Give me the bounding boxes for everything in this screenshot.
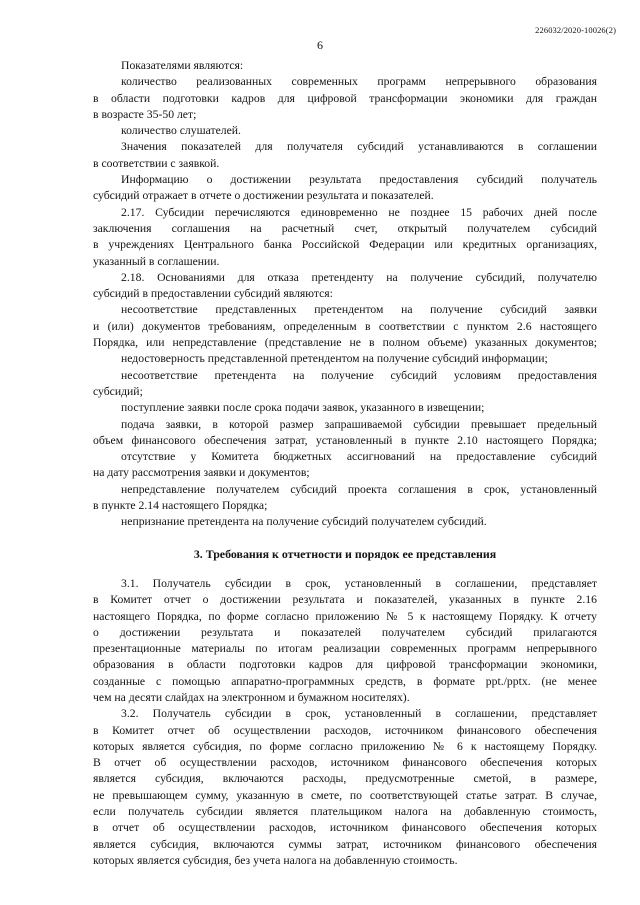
text-line: 3.1. Получатель субсидии в срок, установленный в соглашении, представляет [121, 576, 597, 590]
text-line: 3.2. Получатель субсидии в срок, установленный в соглашении, представляет [121, 707, 597, 721]
text-line: в области подготовки кадров для цифровой трансформации экономики для граждан [93, 91, 597, 105]
text-line: объем финансового обеспечения затрат, установленный в пункте 2.10 настоящего Порядка; [93, 433, 597, 447]
text-line: 2.17. Субсидии перечисляются единовременно не позднее 15 рабочих дней после [121, 205, 597, 219]
text-line: в отчет об осуществлении расходов, источником финансового обеспечения которых [93, 821, 597, 835]
text-line: и (или) документов требованиям, определенным в соответствии с пунктом 2.6 настоящего [93, 319, 597, 333]
text-line: Значения показателей для получателя субсидий устанавливаются в соглашении [121, 140, 597, 154]
text-line: Порядка, или непредставление (представление не в полном объеме) указанных документов; [93, 336, 597, 350]
text-line: является субсидия, включаются суммы затрат, источником финансового обеспечения [93, 837, 597, 851]
text-line: настоящего Порядка, по форме согласно приложению № 5 к настоящему Порядку. К отчету [93, 609, 597, 623]
text-line: количество слушателей. [121, 124, 241, 138]
text-line: о достижении результата и показателей получателем субсидий прилагаются [93, 625, 597, 639]
text-line: Показателями являются: [121, 59, 244, 72]
text-line: является субсидия, включаются расходы, предусмотренные сметой, в размере, [93, 772, 597, 786]
text-line: субсидий в предоставлении субсидий являются: [93, 287, 333, 301]
text-line: субсидий; [93, 384, 143, 398]
text-line: непризнание претендента на получение субсидий получателем субсидий. [121, 515, 487, 529]
text-line: в соответствии с заявкой. [93, 156, 220, 170]
text-line: 2.18. Основаниями для отказа претенденту на получение субсидий, получателю [121, 270, 597, 284]
text-line: В отчет об осуществлении расходов, источником финансового обеспечения которых [93, 756, 597, 770]
text-line: в Комитет отчет о достижении результата и показателей, указанных в пункте 2.16 [93, 593, 597, 607]
text-line: если получатель субсидии является плательщиком налога на добавленную стоимость, [93, 805, 597, 819]
section-2-text [93, 58, 597, 531]
text-line: в возрасте 35-50 лет; [93, 107, 197, 121]
section-heading: 3. Требования к отчетности и порядок ее представления [193, 546, 497, 561]
text-line: подача заявки, в которой размер запрашиваемой субсидии превышает предельный [121, 417, 597, 431]
text-line: которых является субсидия, по форме согласно приложению № 6 к настоящему Порядку. [93, 739, 597, 753]
document-number: 226032/2020-10026(2) [535, 25, 616, 35]
text-line: Информацию о достижении результата предоставления субсидий получатель [121, 173, 597, 187]
document-body [93, 58, 597, 869]
text-line: которых является субсидия, без учета налога на добавленную стоимость. [93, 853, 458, 867]
text-line: несоответствие претендента на получение субсидий условиям предоставления [121, 368, 597, 382]
text-line: субсидий отражает в отчете о достижении результата и показателей. [93, 189, 434, 203]
text-line: недостоверность представленной претендентом на получение субсидий информации; [121, 352, 548, 366]
text-line: в учреждениях Центрального банка Российской Федерации или кредитных организациях, [93, 238, 597, 252]
text-line: поступление заявки после срока подачи заявок, указанного в извещении; [121, 401, 485, 415]
text-line: несоответствие представленных претендентом на получение субсидий заявки [121, 303, 597, 317]
page-number: 6 [317, 38, 323, 52]
text-line: созданные с помощью аппаратно-программных средств, в формате ppt./pptx. (не менее [93, 674, 597, 688]
section-3-text [93, 576, 597, 869]
text-line: не превышающем сумму, указанную в смете, по соответствующей статье затрат. В случае, [93, 788, 597, 802]
text-line: презентационные материалы по итогам реализации современных программ непрерывного [93, 642, 597, 656]
text-line: указанный в соглашении. [93, 254, 220, 268]
text-line: количество реализованных современных программ непрерывного образования [121, 75, 597, 89]
text-line: на дату рассмотрения заявки и документов; [93, 466, 310, 480]
text-line: непредставление получателем субсидий проекта соглашения в срок, установленный [121, 482, 597, 496]
text-line: в Комитет отчет об осуществлении расходов, источником финансового обеспечения [93, 723, 597, 737]
text-line: отсутствие у Комитета бюджетных ассигнований на предоставление субсидий [121, 450, 597, 464]
text-line: чем на десяти слайдах на электронном и бумажном носителях). [93, 690, 410, 704]
text-line: заключения соглашения на расчетный счет, открытый получателем субсидий [93, 221, 597, 235]
text-line: в пункте 2.14 настоящего Порядка; [93, 499, 268, 513]
text-line: образования в области подготовки кадров для цифровой трансформации экономики, [93, 658, 597, 672]
